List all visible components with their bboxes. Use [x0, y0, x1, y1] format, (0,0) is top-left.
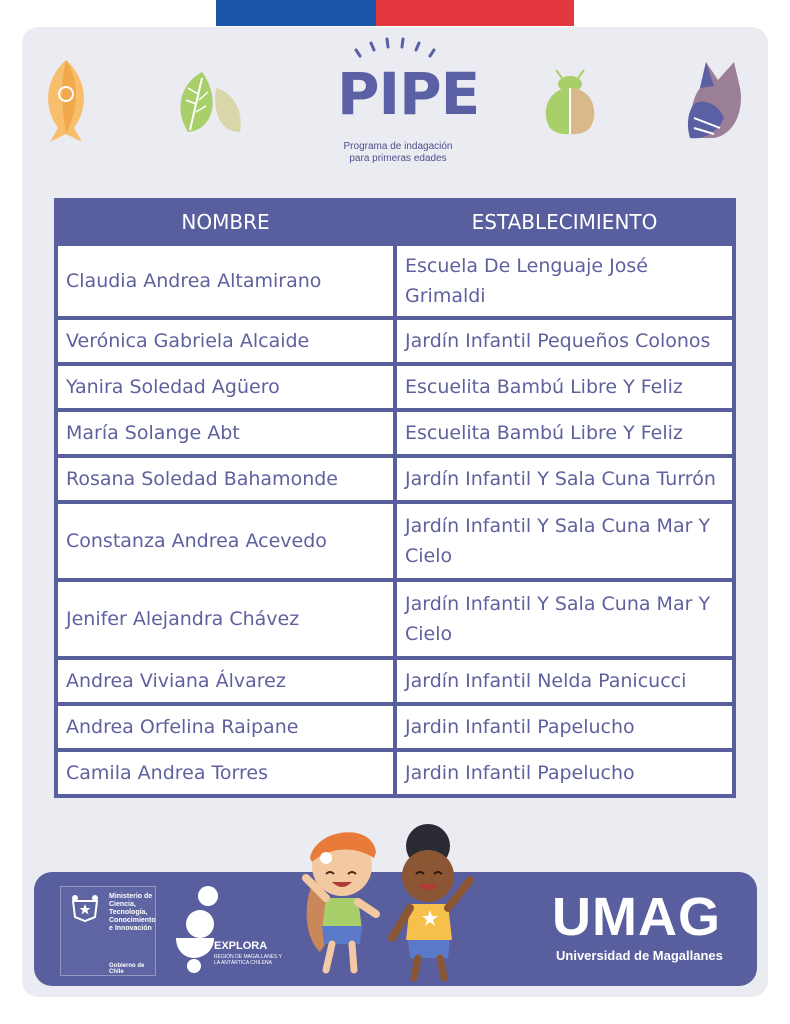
umag-wordmark: UMAG [552, 887, 721, 947]
cell-establecimiento: Jardín Infantil Y Sala Cuna Turrón [397, 458, 732, 500]
cell-establecimiento: Jardín Infantil Pequeños Colonos [397, 320, 732, 362]
table-header-row [58, 202, 732, 242]
table-row [58, 660, 732, 702]
table-row [58, 706, 732, 748]
table-row [58, 504, 732, 578]
explora-logo-icon [174, 884, 218, 974]
cell-establecimiento: Jardin Infantil Papelucho [397, 706, 732, 748]
cell-establecimiento: Jardín Infantil Y Sala Cuna Mar Y Cielo [397, 582, 732, 656]
cell-nombre: Constanza Andrea Acevedo [58, 504, 393, 578]
table-row [58, 412, 732, 454]
pipe-logo [330, 38, 480, 168]
beetle-icon [536, 68, 604, 138]
cell-establecimiento: Escuela De Lenguaje José Grimaldi [397, 246, 732, 316]
cell-establecimiento: Jardin Infantil Papelucho [397, 752, 732, 794]
table-row [58, 458, 732, 500]
logo-wordmark: PIPE [337, 60, 480, 128]
logo-subtitle-line1: Programa de indagación [343, 141, 453, 152]
cell-establecimiento: Escuelita Bambú Libre Y Feliz [397, 412, 732, 454]
cell-nombre: Rosana Soledad Bahamonde [58, 458, 393, 500]
table-row [58, 320, 732, 362]
cell-nombre: Jenifer Alejandra Chávez [58, 582, 393, 656]
cell-nombre: Yanira Soledad Agüero [58, 366, 393, 408]
cell-establecimiento: Jardín Infantil Nelda Panicucci [397, 660, 732, 702]
cell-nombre: Claudia Andrea Altamirano [58, 246, 393, 316]
children-illustration [296, 818, 496, 982]
logo-subtitle-line2: para primeras edades [349, 153, 447, 164]
explora-wordmark: EXPLORA [214, 940, 268, 952]
cell-nombre: Andrea Viviana Álvarez [58, 660, 393, 702]
gobierno-label: Gobierno de Chile [109, 963, 145, 975]
table-row [58, 582, 732, 656]
ministry-name: Ministerio de Ciencia, Tecnología, Conocimiento e Innovación [109, 893, 156, 932]
cell-nombre: Camila Andrea Torres [58, 752, 393, 794]
column-header-establecimiento: ESTABLECIMIENTO [471, 210, 658, 234]
flag-red-segment [376, 0, 574, 26]
cell-nombre: Andrea Orfelina Raipane [58, 706, 393, 748]
fish-icon [40, 58, 92, 144]
coat-of-arms-icon [67, 893, 103, 923]
table-row [58, 366, 732, 408]
table-row [58, 752, 732, 794]
participants-table [54, 198, 736, 798]
cell-establecimiento: Jardín Infantil Y Sala Cuna Mar Y Cielo [397, 504, 732, 578]
cell-establecimiento: Escuelita Bambú Libre Y Feliz [397, 366, 732, 408]
leaf-icon [172, 70, 246, 136]
fox-icon [684, 58, 750, 142]
cell-nombre: Verónica Gabriela Alcaide [58, 320, 393, 362]
umag-fullname: Universidad de Magallanes [556, 948, 723, 963]
table-row [58, 246, 732, 316]
explora-region: REGIÓN DE MAGALLANES Y LA ANTÁRTICA CHILENA [214, 954, 282, 966]
column-header-nombre: NOMBRE [181, 210, 270, 234]
ministry-logo [60, 886, 156, 976]
flag-stripe [216, 0, 574, 26]
flag-blue-segment [216, 0, 376, 26]
cell-nombre: María Solange Abt [58, 412, 393, 454]
